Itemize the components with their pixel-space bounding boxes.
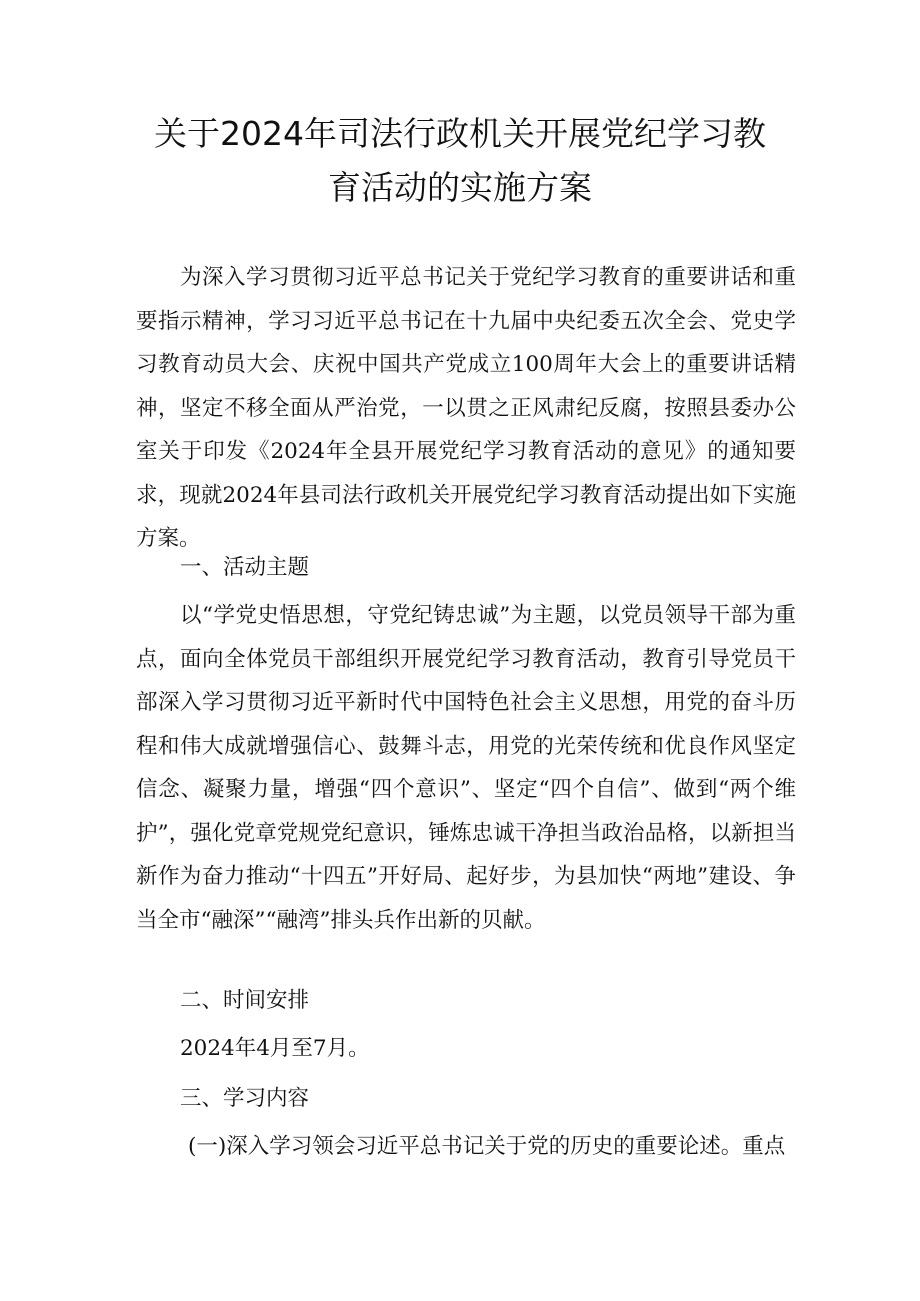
section-2-heading: 二、时间安排 <box>180 988 310 1013</box>
intro-paragraph: 为深入学习贯彻习近平总书记关于党纪学习教育的重要讲话和重要指示精神，学习习近平总书记在十九届中央纪委五次全会、党史学习教育动员大会、庆祝中国共产党成立100周年大会上的重要讲话精神，坚定不移全面从严治党，一以贯之正风肃纪反腐，按照县委办公室关于印发《2024年全县开展党纪学习教育活动的意见》的通知要求，现就2024年县司法行政机关开展党纪学习教育活动提出如下实施方案。 <box>136 265 796 551</box>
section-3-item-1: (一)深入学习领会习近平总书记关于党的历史的重要论述。重点 <box>188 1134 786 1159</box>
section-1-body: 以“学党史悟思想，守党纪铸忠诚”为主题，以党员领导干部为重点，面向全体党员干部组织开展党纪学习教育活动，教育引导党员干部深入学习贯彻习近平新时代中国特色社会主义思想，用党的奋斗历程和伟大成就增强信心、鼓舞斗志，用党的光荣传统和优良作风坚定信念、凝聚力量，增强“四个意识”、坚定“四个自信”、做到“两个维护”，强化党章党规党纪意识，锤炼忠诚干净担当政治品格，以新担当新作为奋力推动“十四五”开好局、起好步，为县加快“两地”建设、争当全市“融深”“融湾”排头兵作出新的贝献。 <box>136 603 796 933</box>
section-3-heading: 三、学习内容 <box>180 1086 310 1111</box>
document-title-line-2: 育活动的实施方案 <box>328 168 592 207</box>
document-title-line-1: 关于2024年司法行政机关开展党纪学习教 <box>154 114 766 153</box>
section-2-body: 2024年4月至7月。 <box>180 1036 370 1061</box>
section-1-heading: 一、活动主题 <box>180 555 310 580</box>
